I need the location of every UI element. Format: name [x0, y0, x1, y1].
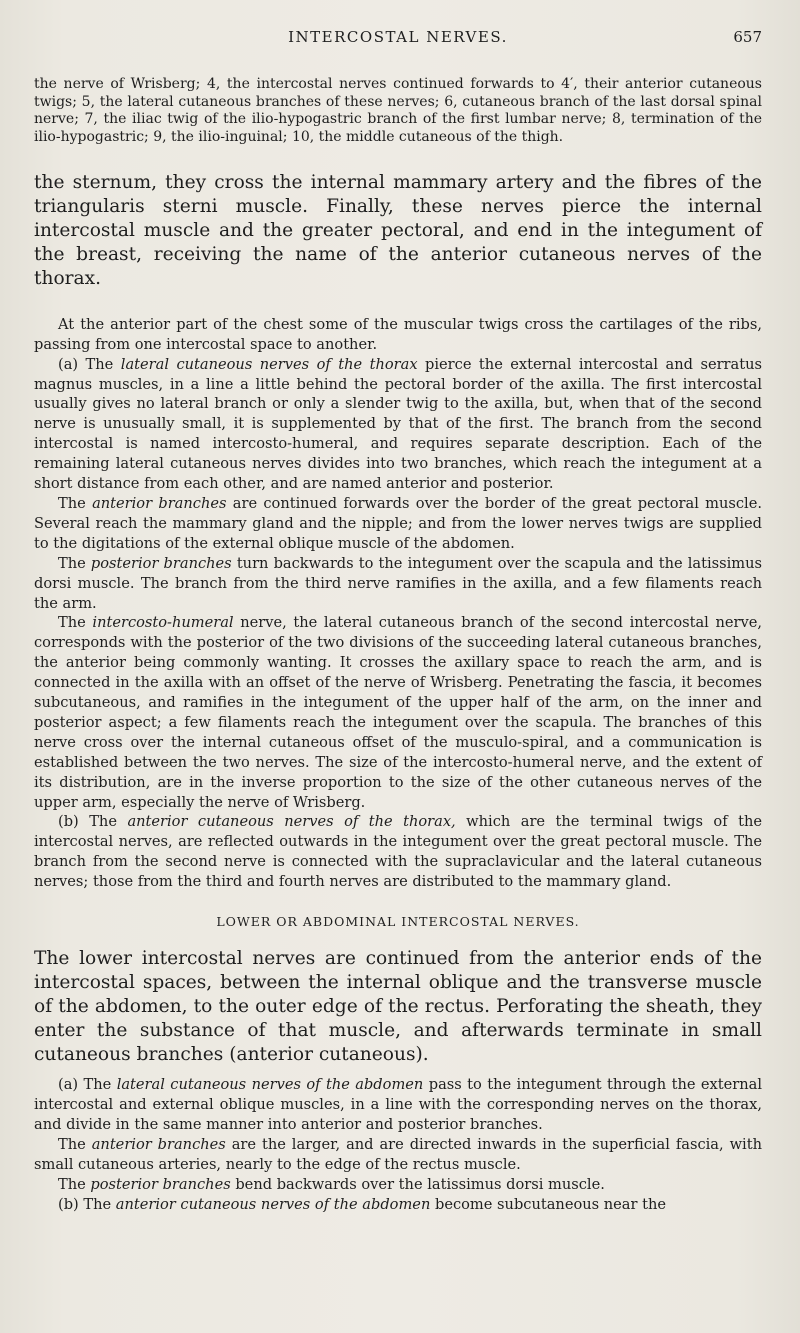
paragraph-label: (a) The [58, 355, 121, 373]
paragraph-text: become subcutaneous near the [430, 1195, 667, 1213]
paragraph-text: turn backwards to the integument over the scapula and the latissimus dorsi muscle. The branch from the third nerve ramifies in the axilla, and a few filaments reach the arm. [34, 554, 762, 612]
running-header [34, 28, 762, 54]
paragraph-anterior-chest: At the anterior part of the chest some of the muscular twigs cross the cartilages of the ribs, passing from one intercostal space to another. [34, 315, 762, 353]
paragraph-text: which are the terminal twigs of the intercostal nerves, are reflected outwards in the integument over the great pectoral muscle. The branch from the second nerve is connected with the supraclavicular and the lateral cutaneous nerves; those from the third and fourth nerves are distributed to the mammary gland. [34, 813, 762, 891]
paragraph-label: The [58, 554, 91, 572]
paragraph-label: The [58, 494, 93, 512]
italic-term: lateral cutaneous nerves of the abdomen [116, 1076, 424, 1094]
italic-term: anterior cutaneous nerves of the abdomen [115, 1195, 431, 1213]
paragraph-text: pass to the integument through the external intercostal and external oblique muscles, in a line with the corresponding nerves on the thorax, and divide in the same manner into anterior and posterior branches. [34, 1076, 762, 1133]
paragraph-label: The [58, 1135, 92, 1153]
section-heading: LOWER OR ABDOMINAL INTERCOSTAL NERVES. [216, 914, 580, 930]
italic-term: anterior cutaneous nerves of the thorax, [127, 813, 456, 831]
paragraph-anterior-cutaneous-abdomen [34, 1195, 762, 1215]
paragraph-label: The [58, 614, 93, 632]
paragraph-label: (b) The [58, 813, 128, 831]
paragraph-label: The [58, 1175, 91, 1193]
italic-term: posterior branches [90, 554, 232, 572]
paragraph-text: are the larger, and are directed inwards in the superficial fascia, with small cutaneous arteries, nearly to the edge of the rectus muscle. [34, 1135, 762, 1173]
paragraph-label: (a) The [58, 1076, 117, 1094]
page-number: 657 [733, 28, 762, 46]
paragraph-posterior-branches [34, 554, 762, 614]
body-section-lower [34, 1075, 762, 1214]
paragraph-intercosto-humeral [34, 613, 762, 812]
paragraph-anterior-branches-abdomen [34, 1135, 762, 1175]
paragraph-text: pierce the external intercostal and serratus magnus muscles, in a line a little behind the pectoral border of the axilla. The first intercostal usually gives no lateral branch or only a slender twig to the axilla, but, when that of the second nerve is unusually small, it is supplemented by that of the first. The branch from the second intercostal is named intercosto-humeral, and requires separate description. Each of the remaining lateral cutaneous nerves divides into two branches, which reach the integument at a short distance from each other, and are named anterior and posterior. [34, 355, 762, 493]
italic-term: posterior branches [90, 1175, 231, 1193]
paragraph-text: bend backwards over the latissimus dorsi muscle. [230, 1175, 605, 1193]
paragraph-text: nerve, the lateral cutaneous branch of the second intercostal nerve, corresponds with the posterior of the two divisions of the succeeding lateral cutaneous branches, the anterior being commonly wanting. It crosses the axillary space to reach the arm, and is connected in the axilla with an offset of the nerve of Wrisberg. Penetrating the fascia, it becomes subcutaneous, and ramifies in the integument of the upper half of the arm, on the inner and posterior aspect; a few filaments reach the integument over the scapula. The branches of this nerve cross over the internal cutaneous offset of the musculo-spiral, and a communication is established between the two nerves. The size of the intercosto-humeral nerve, and the extent of its distribution, are in the inverse proportion to the size of the other cutaneous nerves of the upper arm, especially the nerve of Wrisberg. [34, 614, 762, 811]
paragraph-text: are continued forwards over the border of the great pectoral muscle. Several reach the mammary gland and the nipple; and from the lower nerves twigs are supplied to the digitations of the external oblique muscle of the abdomen. [34, 494, 762, 552]
italic-term: lateral cutaneous nerves of the thorax [120, 355, 418, 373]
running-title: INTERCOSTAL NERVES. [288, 28, 508, 46]
lead-paragraph: the sternum, they cross the internal mammary artery and the fibres of the triangularis sterni muscle. Finally, these nerves pierce the internal intercostal muscle and the greater pectoral, and end in the integument of the breast, receiving the name of the anterior cutaneous nerves of the thorax. [34, 171, 762, 289]
paragraph-anterior-cutaneous-thorax [34, 812, 762, 892]
paragraph-lateral-cutaneous-thorax [34, 355, 762, 494]
body-section-upper [34, 315, 762, 892]
figure-caption: the nerve of Wrisberg; 4, the intercostal nerves continued forwards to 4′, their anterior cutaneous twigs; 5, the lateral cutaneous branches of these nerves; 6, cutaneous branch of the last dorsal spinal nerve; 7, the iliac twig of the ilio-hypogastric branch of the first lumbar nerve; 8, termination of the ilio-hypogastric; 9, the ilio-inguinal; 10, the middle cutaneous of the thigh. [34, 76, 762, 146]
paragraph-posterior-branches-abdomen [34, 1175, 762, 1195]
italic-term: intercosto-humeral [92, 614, 234, 632]
italic-term: anterior branches [92, 494, 227, 512]
paragraph-anterior-branches [34, 494, 762, 554]
paragraph-lateral-cutaneous-abdomen [34, 1075, 762, 1135]
paragraph-label: (b) The [58, 1195, 116, 1213]
italic-term: anterior branches [91, 1135, 226, 1153]
lead-paragraph-abdominal: The lower intercostal nerves are continued from the anterior ends of the intercostal spaces, between the internal oblique and the transverse muscle of the abdomen, to the outer edge of the rectus. Perforating the sheath, they enter the substance of that muscle, and afterwards terminate in small cutaneous branches (anterior cutaneous). [34, 948, 762, 1066]
